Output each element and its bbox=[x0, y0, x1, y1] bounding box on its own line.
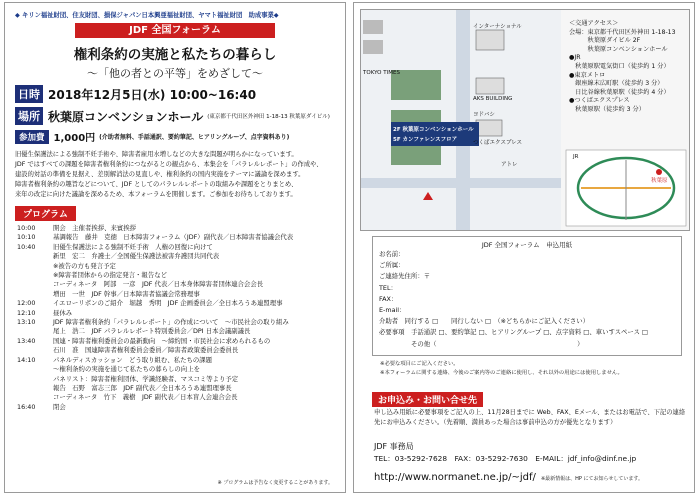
access-line: 秋葉原コンベンションホール bbox=[569, 45, 668, 53]
program-time: 16:40 bbox=[17, 402, 36, 411]
program-description: 報告 石野 富志三郎 JDF 副代表／全日本ろうあ連盟理事長 bbox=[53, 383, 232, 392]
access-line: 秋葉原ダイビル 2F bbox=[569, 37, 641, 45]
program-item bbox=[17, 365, 345, 374]
map-label-tokyo: TOKYO TIMES bbox=[363, 70, 400, 76]
program-item bbox=[17, 309, 345, 318]
access-line: 銀座線末広町駅（徒歩約 3 分） bbox=[569, 80, 664, 88]
map-label-aks: AKS BUILDING bbox=[473, 96, 513, 102]
map-label-jr: JR bbox=[573, 154, 579, 160]
form-field[interactable]: ご連絡先住所：〒 bbox=[379, 272, 431, 281]
program-description: パネリスト：障害者権利団体、学識経験者、マスコミ等より予定 bbox=[53, 374, 239, 383]
program-item bbox=[17, 393, 345, 402]
program-description: 開会 主催者挨拶、来賓挨拶 bbox=[53, 224, 137, 232]
program-description: JDF 障害者権利条約「パラレルレポート」の作成について ～市民社会の取り組み bbox=[53, 318, 289, 327]
venue-map bbox=[360, 9, 690, 231]
organizer-name: JDF 事務局 bbox=[374, 442, 414, 451]
form-field[interactable]: お名前： bbox=[379, 250, 405, 258]
program-item bbox=[17, 346, 345, 355]
page-subtitle: ～「他の者との平等」をめざして～ bbox=[87, 67, 263, 80]
program-description: パネルディスカッション どう取り組む、私たちの課題 bbox=[53, 355, 213, 364]
form-field[interactable]: ご所属： bbox=[379, 261, 405, 270]
program-item bbox=[17, 262, 345, 271]
program-item bbox=[17, 280, 345, 289]
intro-line: JDF ではすべての課題を障害者権利条約につながるとの観点から、本集会を「パラレルレポート」の作成や、 bbox=[15, 161, 323, 168]
program-item bbox=[17, 375, 345, 384]
date-row bbox=[15, 85, 345, 103]
forum-banner: JDF 全国フォーラム bbox=[75, 23, 275, 38]
program-description: 国連・障害者権利委員会の最新動向 ～締約国・市民社会に求められるもの bbox=[53, 336, 271, 345]
venue-row bbox=[15, 107, 345, 125]
map-label-tsukuba: つくばエクスプレス bbox=[473, 140, 523, 146]
access-line: ●東京メトロ bbox=[569, 71, 606, 79]
map-label-atre: アトレ bbox=[501, 162, 518, 168]
intro-text bbox=[15, 150, 335, 200]
application-form bbox=[372, 236, 682, 356]
program-time: 10:10 bbox=[17, 233, 36, 242]
fee-note: (介助者無料、手話通訳、要約筆記、ヒアリングループ、点字資料あり) bbox=[99, 134, 290, 141]
program-item bbox=[17, 403, 345, 412]
program-description: 新里 宏二 弁護士／全国優生保護法被害弁護団共同代表 bbox=[53, 252, 220, 261]
form-title: JDF 全国フォーラム 申込用紙 bbox=[481, 241, 573, 249]
access-line: 日比谷線秋葉原駅（徒歩約 4 分） bbox=[569, 88, 670, 96]
url-row bbox=[374, 465, 643, 484]
flyer-front-page bbox=[4, 2, 346, 493]
program-heading: プログラム bbox=[15, 206, 76, 221]
apply-text: 申し込み用紙に必要事項をご記入の上、11月28日までに Web、FAX、Eメール、またはお電話で、下記の連絡先にお申込みください。（先着順、満員あった場合は事前申込の方が優先となります） bbox=[374, 409, 686, 426]
access-lines bbox=[569, 29, 689, 115]
program-time: 12:00 bbox=[17, 299, 36, 308]
program-description: 昼休み bbox=[53, 308, 73, 317]
access-title: ＜交通アクセス＞ bbox=[569, 20, 619, 27]
access-line: 会場：東京都千代田区外神田 1-18-13 bbox=[569, 28, 676, 36]
program-description: 尾上 浩二 JDF パラレルレポート特別委員会／DPI 日本会議副議長 bbox=[53, 327, 251, 336]
program-item bbox=[17, 384, 345, 393]
program-item bbox=[17, 243, 345, 252]
access-line: ●つくばエクスプレス bbox=[569, 97, 630, 105]
program-item bbox=[17, 224, 345, 233]
program-item bbox=[17, 233, 345, 242]
intro-line: 来年の改定に向けた議論を深めるため、本フォーラムを開催します。ご参加をお待ちしております。 bbox=[15, 191, 297, 198]
website-link[interactable]: http://www.normanet.ne.jp/~jdf/ bbox=[374, 472, 536, 483]
intro-line: 建設的対話の準備を見据え、差別解消法の見直しや、権利条約の国内実施をテーマに議論を深めます。 bbox=[15, 171, 305, 178]
map-label-venue-hall: 2F 秋葉原コンベンションホール bbox=[393, 127, 474, 133]
venue-value: 秋葉原コンベンションホール bbox=[48, 109, 204, 124]
flyer-back-page bbox=[353, 2, 695, 493]
intro-line: 旧優生保護法による強制不妊手術や、障害者雇用水増しなどの大きな問題が明らかになっています。 bbox=[15, 151, 298, 158]
form-notes bbox=[372, 359, 623, 377]
intro-line: 障害者権利条約の趣旨などについて、JDF としてのパラレルレポートの取組みや課題をとりまとめ、 bbox=[15, 181, 298, 188]
program-item bbox=[17, 327, 345, 336]
map-label-inter: インターナショナル bbox=[473, 24, 522, 30]
program-description: 旧優生保護法による強制不妊手術 人権の回復に向けて bbox=[53, 242, 213, 251]
program-item bbox=[17, 252, 345, 261]
access-line: 秋葉原駅電気街口（徒歩約 1 分） bbox=[569, 62, 670, 70]
program-description: ※被告の方も発言予定 bbox=[53, 261, 116, 270]
access-info bbox=[569, 20, 689, 115]
date-tag: 日時 bbox=[15, 85, 43, 103]
access-line: 秋葉原駅（徒歩約 3 分） bbox=[569, 105, 645, 113]
program-item bbox=[17, 337, 345, 346]
contact-info: TEL：03-5292-7628 FAX：03-5292-7630 E-MAIL：jdf_info@dinf.ne.jp bbox=[374, 454, 637, 463]
form-fields bbox=[373, 249, 681, 350]
program-item bbox=[17, 290, 345, 299]
program-description: コーディネータ 竹下 義樹 JDF 副代表／日本盲人会連合会長 bbox=[53, 393, 238, 402]
form-note: ※本フォーラムに関する連絡、今後のご案内等のご連絡に使用し、それ以外の用途には使用しません。 bbox=[380, 370, 623, 376]
sponsor-line: ◆ キリン福祉財団、住友財団、損保ジャパン日本興亜福祉財団、ヤマト福祉財団 助成事業◆ bbox=[15, 12, 279, 19]
program-description: イエローリボンのご紹介 堀越 秀明 JDF 企画委員会／全日本ろうあ連盟理事 bbox=[53, 299, 283, 308]
program-time: 14:10 bbox=[17, 355, 36, 364]
form-field[interactable]: その他（ ） bbox=[379, 339, 584, 348]
fee-row bbox=[15, 129, 345, 144]
program-time: 13:40 bbox=[17, 336, 36, 345]
form-field[interactable]: FAX： bbox=[379, 294, 398, 303]
program-list bbox=[17, 224, 345, 412]
date-value: 2018年12月5日(水) 10:00~16:40 bbox=[48, 87, 257, 102]
program-description: 石川 准 国連障害者権利委員会委員／障害者政策委員会委員長 bbox=[53, 346, 239, 355]
program-item bbox=[17, 299, 345, 308]
program-time: 13:10 bbox=[17, 318, 36, 327]
fee-value: 1,000円 bbox=[53, 133, 96, 144]
program-footnote: ※ プログラムは予告なく変更することがあります。 bbox=[217, 480, 333, 486]
form-field[interactable]: 介助者 同行する □ 同行しない □ （※どちらかにご記入ください） bbox=[379, 317, 590, 326]
form-note: ※必要な項目にご記入ください。 bbox=[380, 361, 459, 367]
form-field[interactable]: E-mail： bbox=[379, 306, 406, 315]
venue-address: (東京都千代田区外神田 1-18-13 秋葉原ダイビル) bbox=[207, 114, 330, 120]
form-field[interactable]: TEL： bbox=[379, 283, 397, 292]
page-title: 権利条約の実施と私たちの暮らし bbox=[73, 47, 277, 63]
program-description: ※障害者団体からの指定発言・報告など bbox=[53, 271, 167, 280]
map-label-yodobashi: ヨドバシ bbox=[473, 112, 495, 118]
program-description: ～権利条約の実施を通じて私たちの暮らしの向上を bbox=[53, 365, 200, 374]
form-field[interactable]: 必要事項 手話通訳 □、要約筆記 □、ヒアリングループ □、点字資料 □、車いすスペース □ bbox=[379, 328, 648, 337]
program-description: 閉会 bbox=[53, 402, 66, 411]
program-time: 10:00 bbox=[17, 224, 36, 232]
program-description: 増田 一世 JDF 幹事／日本障害者協議会常務理事 bbox=[53, 289, 200, 298]
fee-tag: 参加費 bbox=[15, 130, 49, 144]
map-label-akihabara: 秋葉原 bbox=[651, 178, 668, 184]
map-label-venue-floor: 5F カンファレンスフロア bbox=[393, 137, 458, 143]
program-item bbox=[17, 356, 345, 365]
venue-tag: 場所 bbox=[15, 107, 43, 125]
program-description: 基調報告 藤井 克徳 日本障害フォーラム（JDF）副代表／日本障害者協議会代表 bbox=[53, 233, 294, 242]
access-line: ●JR bbox=[569, 54, 581, 62]
url-note: ※最新情報は、HP にてお知らせしています。 bbox=[540, 476, 643, 482]
apply-heading: お申込み・お問い合せ先 bbox=[372, 392, 483, 407]
program-time: 10:40 bbox=[17, 242, 36, 251]
program-description: コーディネータ 阿部 一彦 JDF 代表／日本身体障害者団体連合会会長 bbox=[53, 280, 264, 289]
program-time: 12:10 bbox=[17, 308, 36, 317]
